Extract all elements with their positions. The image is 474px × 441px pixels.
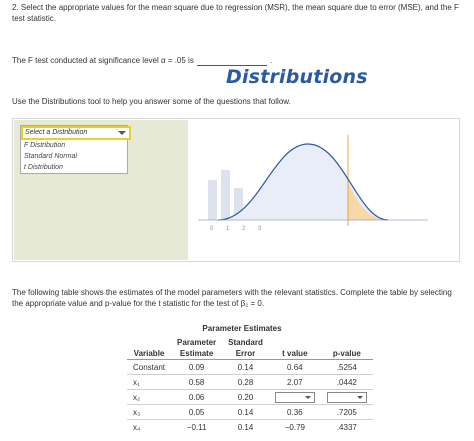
header-cell: Error xyxy=(222,348,269,360)
table-cell: x₂ xyxy=(127,390,171,405)
table-cell: .5254 xyxy=(321,360,373,375)
table-cell: 0.09 xyxy=(171,360,222,375)
table-cell: 0.20 xyxy=(222,390,269,405)
p-value-select[interactable] xyxy=(327,392,367,403)
header-cell xyxy=(321,337,373,348)
table-cell: 0.06 xyxy=(171,390,222,405)
table-cell: 0.36 xyxy=(269,405,321,420)
header-cell: Standard xyxy=(228,338,263,347)
bg-bar xyxy=(221,170,230,220)
table-cell: 2.07 xyxy=(269,375,321,390)
table-cell: 0.05 xyxy=(171,405,222,420)
ftest-answer-blank[interactable] xyxy=(197,56,267,66)
distribution-select[interactable] xyxy=(21,126,131,140)
table-cell: .0442 xyxy=(321,375,373,390)
table-cell: .4337 xyxy=(321,420,373,435)
header-cell: Parameter xyxy=(177,338,217,347)
question-text: 2. Select the appropriate values for the mean square due to regression (MSR), the mean square due to error (MSE), and the F test statistic. xyxy=(12,3,459,23)
use-tool-text: Use the Distributions tool to help you answer some of the questions that follow. xyxy=(12,97,291,106)
table-row xyxy=(127,405,373,420)
table-row xyxy=(127,420,373,435)
distributions-tool xyxy=(12,118,460,262)
distribution-dropdown xyxy=(20,125,128,174)
table-cell: 0.14 xyxy=(222,420,269,435)
table-cell: 0.28 xyxy=(222,375,269,390)
ftest-sentence xyxy=(12,55,272,66)
t-value-select[interactable] xyxy=(275,392,315,403)
t-value-cell xyxy=(269,390,321,405)
table-cell: x₁ xyxy=(127,375,171,390)
table-intro-text: The following table shows the estimates of the model parameters with the relevant statistics. Complete the table by selecting the appropriate value and p-value for the t statistic for the test of β₂ = 0. xyxy=(12,288,452,308)
header-cell xyxy=(269,337,321,348)
tick-label: 3 xyxy=(258,226,262,232)
table-cell: 0.14 xyxy=(222,405,269,420)
table-cell: −0.11 xyxy=(171,420,222,435)
table-row xyxy=(127,360,373,375)
option-f-distribution[interactable]: F Distribution xyxy=(24,142,66,149)
parameter-estimates-table xyxy=(127,337,373,434)
header-cell xyxy=(127,337,171,348)
table-cell: Constant xyxy=(127,360,171,375)
header-cell: Estimate xyxy=(171,348,222,360)
header-cell: t value xyxy=(269,348,321,360)
table-title: Parameter Estimates xyxy=(202,324,282,333)
tick-label: 0 xyxy=(210,226,214,232)
tick-label: 1 xyxy=(226,226,230,232)
table-row xyxy=(127,375,373,390)
table-cell: 0.58 xyxy=(171,375,222,390)
ftest-period: . xyxy=(269,56,273,65)
ftest-text: The F test conducted at significance level α = .05 is xyxy=(12,56,194,65)
bg-bar xyxy=(208,180,217,220)
table-cell: .7205 xyxy=(321,405,373,420)
table-cell: 0.64 xyxy=(269,360,321,375)
chevron-down-icon[interactable] xyxy=(118,131,126,135)
tool-control-panel xyxy=(14,120,188,260)
header-cell: p-value xyxy=(321,348,373,360)
option-standard-normal[interactable]: Standard Normal xyxy=(24,153,77,160)
table-cell: −0.79 xyxy=(269,420,321,435)
select-label: Select a Distribution xyxy=(25,129,88,136)
header-cell: Variable xyxy=(127,348,171,360)
p-value-cell xyxy=(321,390,373,405)
option-t-distribution[interactable]: t Distribution xyxy=(24,164,63,171)
table-cell: 0.14 xyxy=(222,360,269,375)
distribution-illustration xyxy=(188,120,458,260)
distributions-title: Distributions xyxy=(226,66,368,88)
table-cell: x₃ xyxy=(127,405,171,420)
tick-label: 2 xyxy=(242,226,246,232)
table-row xyxy=(127,390,373,405)
table-cell: x₄ xyxy=(127,420,171,435)
